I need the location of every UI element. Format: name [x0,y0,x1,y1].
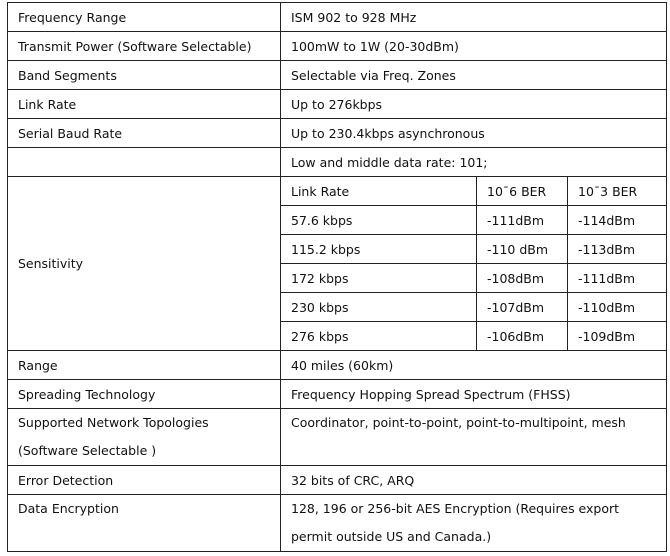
table-row [8,32,667,61]
param-value: Coordinator, point-to-point, point-to-multipoint, mesh [281,409,667,466]
sensitivity-ber3: -111dBm [568,264,667,293]
param-label: Transmit Power (Software Selectable) [8,32,281,61]
param-label-empty [8,148,281,177]
param-value: Low and middle data rate: 101; [281,148,667,177]
sensitivity-ber6: -106dBm [477,322,568,351]
sensitivity-ber6: -108dBm [477,264,568,293]
param-value: ISM 902 to 928 MHz [281,3,667,32]
param-label: Link Rate [8,90,281,119]
sensitivity-ber3: -114dBm [568,206,667,235]
param-value: 40 miles (60km) [281,351,667,380]
sensitivity-ber6: -111dBm [477,206,568,235]
sensitivity-col-header-rate: Link Rate [281,177,477,206]
table-row [8,90,667,119]
param-value: Selectable via Freq. Zones [281,61,667,90]
table-row [8,351,667,380]
param-value: 32 bits of CRC, ARQ [281,466,667,495]
table-row [8,466,667,495]
param-label: Data Encryption [8,495,281,552]
param-value: Up to 276kbps [281,90,667,119]
param-value: 128, 196 or 256-bit AES Encryption (Requires export permit outside US and Canada.) [281,495,667,552]
sensitivity-col-header-ber3: 10¯3 BER [568,177,667,206]
sensitivity-ber6: -107dBm [477,293,568,322]
table-row [8,61,667,90]
sensitivity-rate: 276 kbps [281,322,477,351]
spec-table [7,2,667,552]
sensitivity-header-row [8,177,667,206]
param-label: Error Detection [8,466,281,495]
param-value: Up to 230.4kbps asynchronous [281,119,667,148]
sensitivity-col-header-ber6: 10¯6 BER [477,177,568,206]
sensitivity-rate: 172 kbps [281,264,477,293]
table-row [8,409,667,466]
sensitivity-rate: 57.6 kbps [281,206,477,235]
param-label: Band Segments [8,61,281,90]
param-label: Supported Network Topologies (Software Selectable ) [8,409,281,466]
sensitivity-label: Sensitivity [8,177,281,351]
param-label: Frequency Range [8,3,281,32]
table-row [8,3,667,32]
param-value: Frequency Hopping Spread Spectrum (FHSS) [281,380,667,409]
sensitivity-ber3: -113dBm [568,235,667,264]
sensitivity-ber3: -110dBm [568,293,667,322]
param-label: Range [8,351,281,380]
param-label: Spreading Technology [8,380,281,409]
table-row [8,119,667,148]
param-label: Serial Baud Rate [8,119,281,148]
sensitivity-ber3: -109dBm [568,322,667,351]
table-row [8,495,667,552]
table-row [8,380,667,409]
sensitivity-ber6: -110 dBm [477,235,568,264]
sensitivity-rate: 115.2 kbps [281,235,477,264]
param-value: 100mW to 1W (20-30dBm) [281,32,667,61]
sensitivity-rate: 230 kbps [281,293,477,322]
table-row [8,148,667,177]
